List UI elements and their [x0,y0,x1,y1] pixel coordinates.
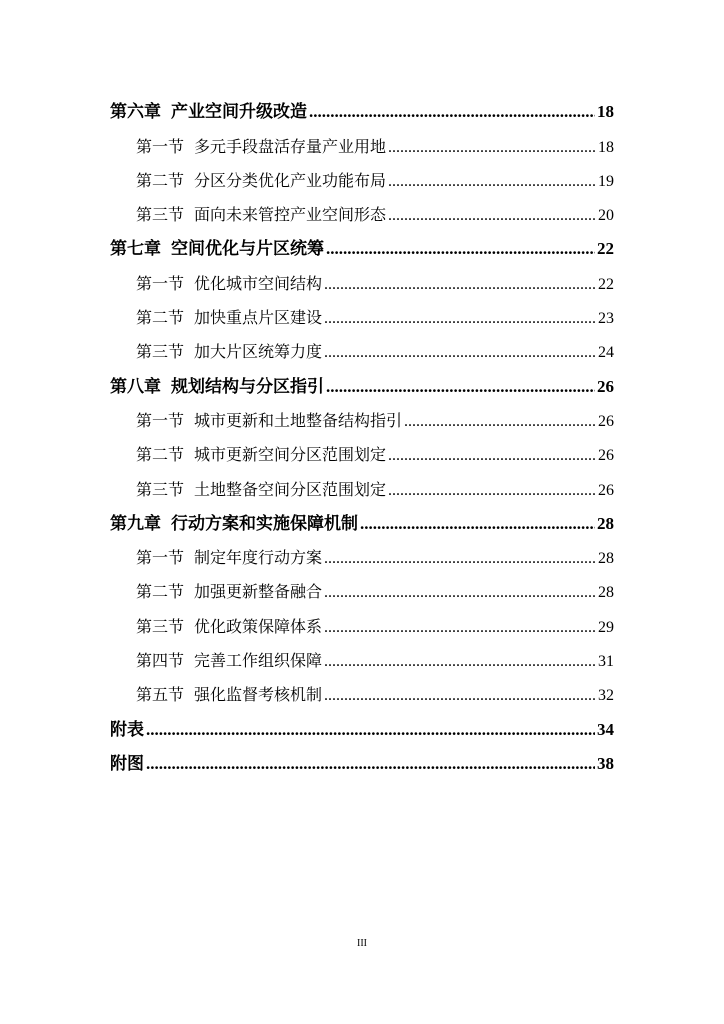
toc-entry-text: 加快重点片区建设 [194,310,323,328]
toc-entry-number: 第一节 [136,138,185,156]
toc-chapter-entry[interactable] [110,708,614,742]
toc-entry-text: 制定年度行动方案 [194,550,323,568]
toc-entry-number: 第九章 [110,513,161,533]
toc-page-number: 18 [597,102,614,122]
toc-entry-number: 第一节 [136,412,185,430]
toc-section-entry[interactable] [110,194,614,228]
toc-entry-text: 分区分类优化产业功能布局 [194,172,387,190]
toc-leader-dots [324,344,596,365]
toc-section-entry[interactable] [110,605,614,639]
toc-section-entry[interactable] [110,640,614,674]
toc-page-number: 18 [598,138,614,156]
toc-leader-dots [324,310,596,331]
toc-entry-title [110,372,324,400]
toc-leader-dots [388,139,596,160]
toc-entry-text: 规划结构与分区指引 [171,376,324,396]
toc-page-number: 31 [598,653,614,671]
toc-page-number: 26 [597,376,614,396]
toc-entry-number: 第二节 [136,447,185,465]
toc-leader-dots [324,653,596,674]
toc-page-number: 28 [598,584,614,602]
toc-chapter-entry[interactable] [110,228,614,262]
toc-entry-text: 空间优化与片区统筹 [171,239,324,259]
toc-entry-number: 第三节 [136,344,185,362]
toc-section-entry[interactable] [110,537,614,571]
page-number-footer: III [357,938,367,949]
toc-entry-text: 行动方案和实施保障机制 [171,513,358,533]
toc-section-entry[interactable] [110,468,614,502]
toc-entry-text: 加大片区统筹力度 [194,344,323,362]
toc-page-number: 26 [598,412,614,430]
toc-entry-number: 第三节 [136,618,185,636]
toc-page-number: 28 [597,513,614,533]
toc-entry-title [110,749,144,777]
toc-page-number: 24 [598,344,614,362]
toc-page-number: 29 [598,618,614,636]
toc-page-number: 23 [598,310,614,328]
toc-entry-title [136,408,402,434]
toc-page-number: 22 [598,275,614,293]
toc-page-number: 22 [597,239,614,259]
toc-entry-text: 强化监督考核机制 [194,687,323,705]
toc-leader-dots [360,514,595,537]
toc-entry-title [136,579,322,605]
toc-chapter-entry[interactable] [110,91,614,125]
toc-page-number: 26 [598,481,614,499]
toc-entry-text: 优化政策保障体系 [194,618,323,636]
toc-entry-number: 第二节 [136,310,185,328]
toc-leader-dots [309,102,595,125]
toc-entry-text: 优化城市空间结构 [194,275,323,293]
toc-page-number: 19 [598,172,614,190]
toc-entry-title [110,509,358,537]
toc-leader-dots [324,550,596,571]
toc-entry-title [136,202,386,228]
toc-leader-dots [326,239,595,262]
toc-section-entry[interactable] [110,400,614,434]
toc-entry-number: 第一节 [136,275,185,293]
toc-page-number: 32 [598,687,614,705]
toc-entry-title [136,134,386,160]
toc-leader-dots [324,619,596,640]
toc-entry-number: 第三节 [136,207,185,225]
toc-entry-title [110,715,144,743]
toc-entry-title [136,682,322,708]
toc-section-entry[interactable] [110,434,614,468]
toc-section-entry[interactable] [110,262,614,296]
toc-leader-dots [324,584,596,605]
toc-chapter-entry[interactable] [110,365,614,399]
toc-entry-title [110,234,324,262]
table-of-contents [110,91,614,777]
toc-entry-text: 面向未来管控产业空间形态 [194,207,387,225]
toc-entry-text: 土地整备空间分区范围划定 [194,481,387,499]
toc-entry-text: 城市更新和土地整备结构指引 [194,412,403,430]
toc-entry-title [136,442,386,468]
toc-entry-number: 第七章 [110,239,161,259]
toc-section-entry[interactable] [110,297,614,331]
toc-entry-number: 第四节 [136,653,185,671]
toc-leader-dots [146,720,595,743]
toc-section-entry[interactable] [110,125,614,159]
toc-leader-dots [388,447,596,468]
toc-entry-text: 产业空间升级改造 [171,102,307,122]
toc-page-number: 38 [597,753,614,773]
toc-section-entry[interactable] [110,331,614,365]
toc-leader-dots [388,207,596,228]
toc-entry-title [110,97,307,125]
toc-entry-title [136,271,322,297]
toc-section-entry[interactable] [110,674,614,708]
toc-leader-dots [404,413,596,434]
toc-section-entry[interactable] [110,571,614,605]
toc-chapter-entry[interactable] [110,743,614,777]
toc-entry-number: 第二节 [136,172,185,190]
toc-entry-number: 附图 [110,753,144,773]
toc-leader-dots [388,173,596,194]
toc-entry-title [136,477,386,503]
toc-entry-number: 第一节 [136,550,185,568]
toc-entry-title [136,648,322,674]
toc-leader-dots [326,377,595,400]
toc-entry-title [136,339,322,365]
toc-entry-text: 多元手段盘活存量产业用地 [194,138,387,156]
toc-entry-title [136,545,322,571]
toc-leader-dots [146,754,595,777]
toc-entry-title [136,168,386,194]
toc-page-number: 20 [598,207,614,225]
toc-entry-text: 城市更新空间分区范围划定 [194,447,387,465]
toc-entry-title [136,614,322,640]
toc-entry-text: 完善工作组织保障 [194,653,323,671]
toc-entry-number: 附表 [110,719,144,739]
toc-page-number: 26 [598,447,614,465]
toc-entry-number: 第五节 [136,687,185,705]
toc-entry-number: 第八章 [110,376,161,396]
toc-entry-text: 加强更新整备融合 [194,584,323,602]
toc-entry-number: 第六章 [110,102,161,122]
toc-page-number: 28 [598,550,614,568]
toc-entry-number: 第三节 [136,481,185,499]
toc-page-number: 34 [597,719,614,739]
toc-leader-dots [324,687,596,708]
toc-entry-number: 第二节 [136,584,185,602]
toc-chapter-entry[interactable] [110,503,614,537]
toc-section-entry[interactable] [110,160,614,194]
toc-leader-dots [388,482,596,503]
toc-leader-dots [324,276,596,297]
toc-entry-title [136,305,322,331]
